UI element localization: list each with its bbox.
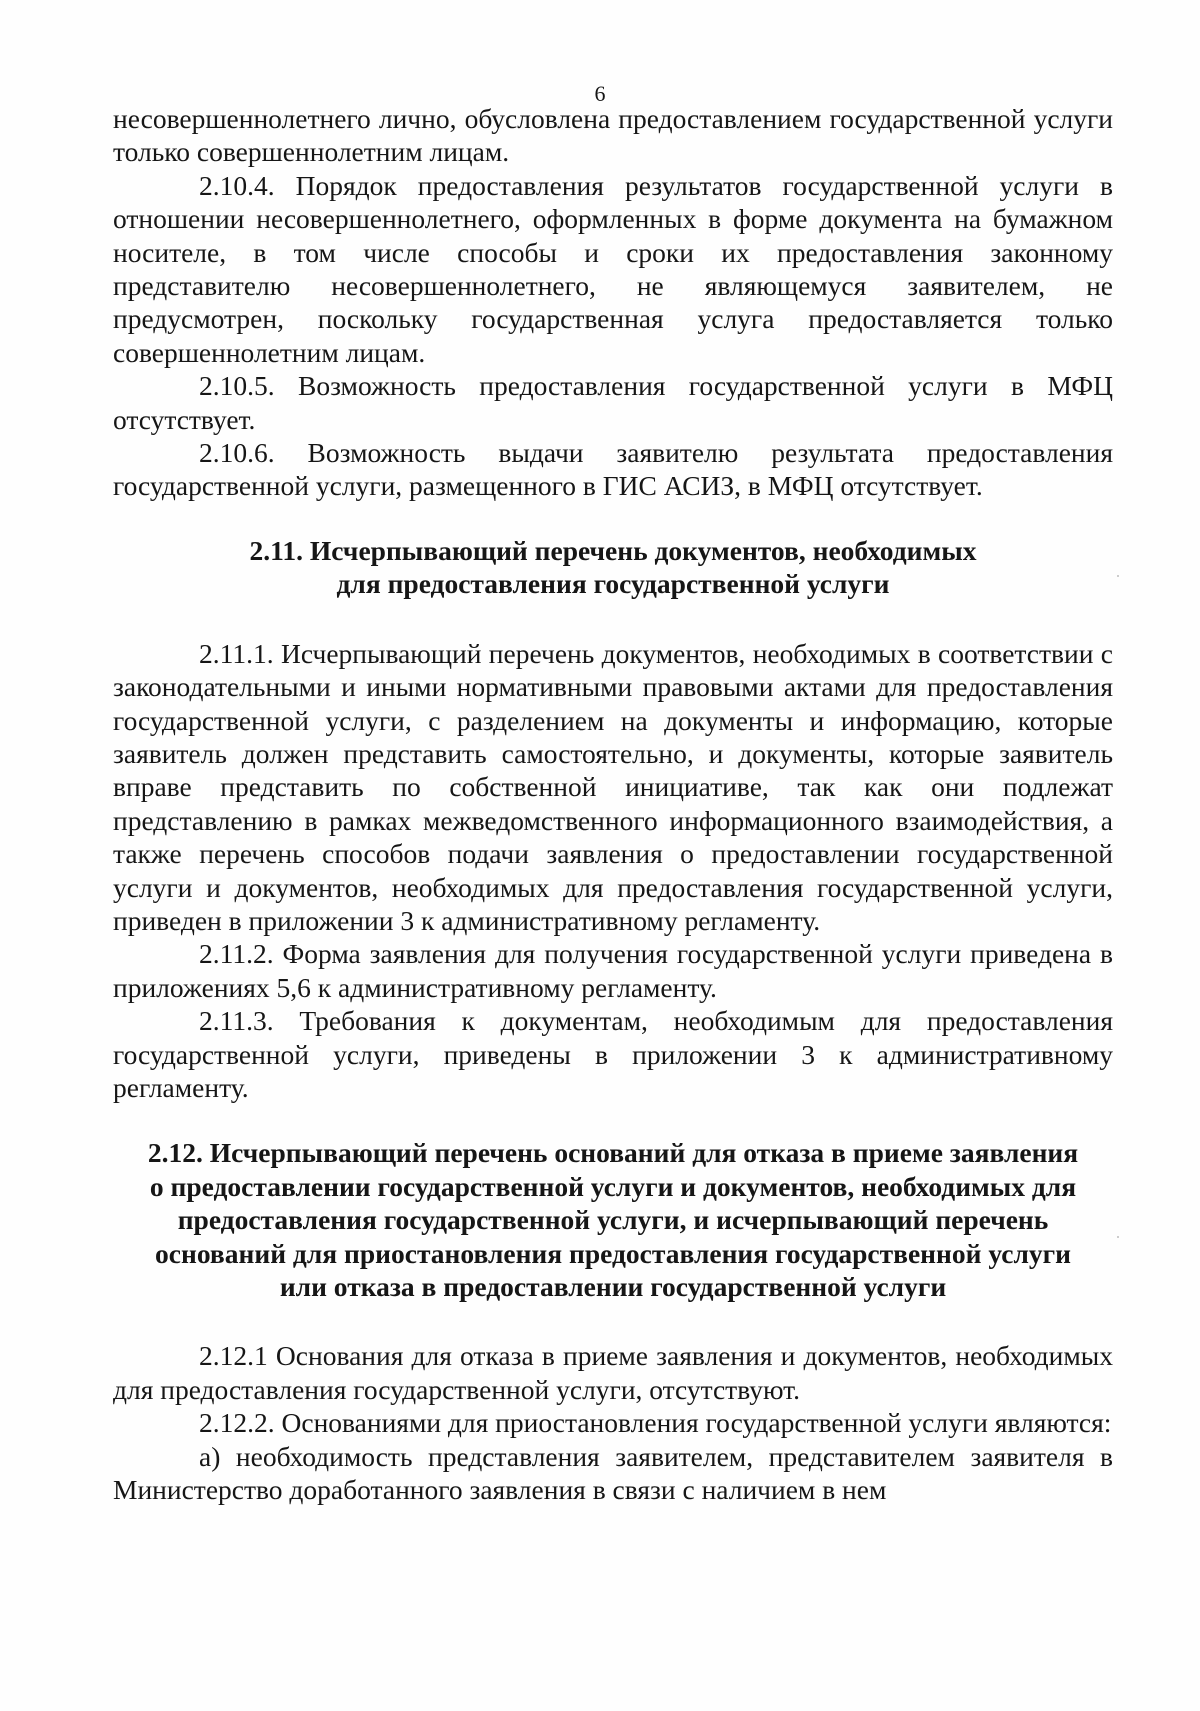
section-2-12-heading-line: 2.12. Исчерпывающий перечень оснований для отказа в приеме заявления: [147, 1137, 1079, 1169]
section-2-12-heading-line: предоставления государственной услуги, и исчерпывающий перечень: [177, 1204, 1049, 1236]
section-2-11-heading-line: 2.11. Исчерпывающий перечень документов, необходимых: [249, 534, 977, 566]
paragraph-2-11-1: 2.11.1. Исчерпывающий перечень документов, необходимых в соответствии с законодательными и иными нормативными правовыми актами для предоставления государственной услуги, с разделением на документы и информацию, которые заявитель должен представить самостоятельно, и документы, которые заявитель вправе представить по собственной инициативе, так как они подлежат представлению в рамках межведомственного информационного взаимодействия, а также перечень способов подачи заявления о предоставлении государственной услуги и документов, необходимых для предоставления государственной услуги, приведен в приложении 3 к административному регламенту.: [113, 637, 1113, 936]
section-2-12-heading-line: оснований для приостановления предоставления государственной услуги: [155, 1237, 1071, 1269]
page-number: 6: [594, 81, 606, 106]
section-2-12-heading-line: о предоставлении государственной услуги и документов, необходимых для: [149, 1170, 1077, 1202]
paragraph-2-12-2-a: а) необходимость представления заявителем, представителем заявителя в Министерство доработанного заявления в связи с наличием в нем: [113, 1440, 1113, 1506]
paragraph-2-12-1: 2.12.1 Основания для отказа в приеме заявления и документов, необходимых для предоставления государственной услуги, отсутствуют.: [113, 1340, 1113, 1405]
section-2-11-heading: [113, 534, 1113, 601]
section-2-12-heading: [113, 1136, 1113, 1303]
section-2-12-heading-line: или отказа в предоставлении государственной услуги: [279, 1271, 947, 1302]
scan-speck: [1117, 1236, 1119, 1238]
paragraph-continuation: несовершеннолетнего лично, обусловлена предоставлением государственной услуги только совершеннолетним лицам.: [113, 103, 1113, 168]
section-2-11-heading-line: для предоставления государственной услуги: [336, 568, 890, 600]
paragraph-2-10-4: 2.10.4. Порядок предоставления результатов государственной услуги в отношении несовершеннолетнего, оформленных в форме документа на бумажном носителе, в том числе способы и сроки их предоставления законному представителю несовершеннолетнего, не являющемуся заявителем, не предусмотрен, поскольку государственная услуга предоставляется только совершеннолетним лицам.: [113, 169, 1113, 368]
scan-speck: [1117, 575, 1119, 577]
document-body: [113, 102, 1113, 1506]
paragraph-2-12-2: 2.12.2. Основаниями для приостановления государственной услуги являются:: [199, 1407, 1112, 1439]
paragraph-2-10-6: 2.10.6. Возможность выдачи заявителю результата предоставления государственной услуги, размещенного в ГИС АСИЗ, в МФЦ отсутствует.: [113, 437, 1113, 502]
paragraph-2-11-2: 2.11.2. Форма заявления для получения государственной услуги приведена в приложениях 5,6 к административному регламенту.: [113, 938, 1113, 1003]
paragraph-2-10-5: 2.10.5. Возможность предоставления государственной услуги в МФЦ отсутствует.: [113, 370, 1113, 435]
paragraph-2-11-3: 2.11.3. Требования к документам, необходимым для предоставления государственной услуги, приведены в приложении 3 к административному регламенту.: [113, 1005, 1113, 1103]
